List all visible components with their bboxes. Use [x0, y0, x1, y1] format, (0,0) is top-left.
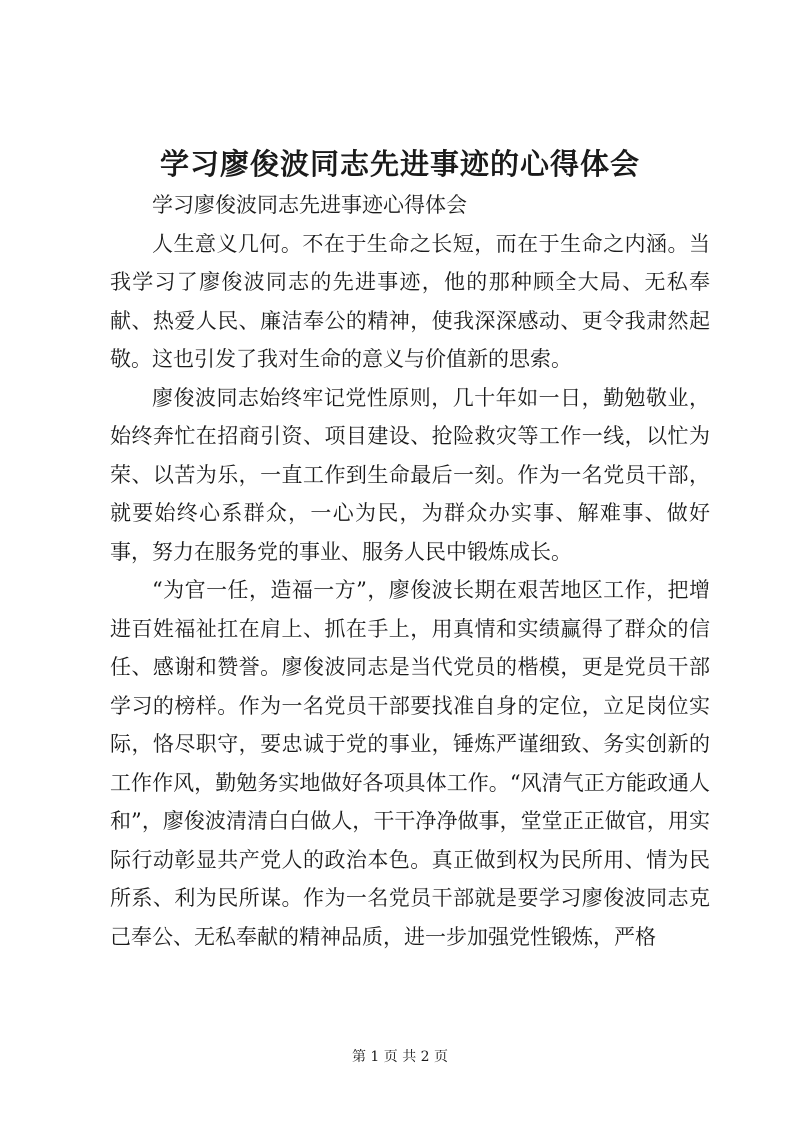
document-subtitle: 学习廖俊波同志先进事迹心得体会: [152, 193, 467, 217]
document-title: 学习廖俊波同志先进事迹的心得体会: [159, 147, 640, 181]
document-body: [110, 186, 710, 956]
paragraph-2: 廖俊波同志始终牢记党性原则，几十年如一日，勤勉敬业，始终奔忙在招商引资、项目建设、抢险救灾等工作一线，以忙为荣、以苦为乐，一直工作到生命最后一刻。作为一名党员干部，就要始终心系群众，一心为民，为群众办实事、解难事、做好事，努力在服务党的事业、服务人民中锻炼成长。: [110, 385, 710, 564]
paragraph-3: “为官一任，造福一方”，廖俊波长期在艰苦地区工作，把增进百姓福祉扛在肩上、抓在手上，用真情和实绩赢得了群众的信任、感谢和赞誉。廖俊波同志是当代党员的楷模，更是党员干部学习的榜样。作为一名党员干部要找准自身的定位，立足岗位实际，恪尽职守，要忠诚于党的事业，锤炼严谨细致、务实创新的工作作风，勤勉务实地做好各项具体工作。“风清气正方能政通人和”，廖俊波清清白白做人，干干净净做事，堂堂正正做官，用实际行动彰显共产党人的政治本色。真正做到权为民所用、情为民所系、利为民所谋。作为一名党员干部就是要学习廖俊波同志克己奉公、无私奉献的精神品质，进一步加强党性锻炼，严格: [110, 578, 710, 949]
page-footer: 第 1 页 共 2 页: [351, 1049, 449, 1065]
paragraph-1: 人生意义几何。不在于生命之长短，而在于生命之内涵。当我学习了廖俊波同志的先进事迹，他的那种顾全大局、无私奉献、热爱人民、廉洁奉公的精神，使我深深感动、更令我肃然起敬。这也引发了我对生命的意义与价值新的思索。: [110, 231, 710, 371]
